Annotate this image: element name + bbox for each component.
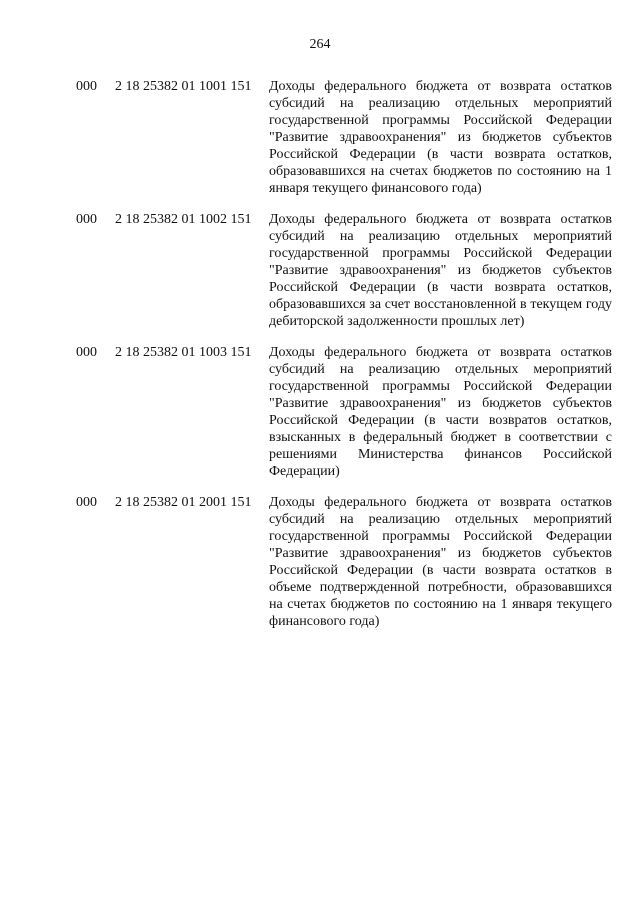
admin-code: 000 (76, 212, 97, 227)
admin-code: 000 (76, 495, 97, 510)
revenue-description: Доходы федерального бюджета от возврата остатков субсидий на реализацию отдельных мероприятий государственной программы Российской Федерации "Развитие здравоохранения" из бюджетов субъектов Российской Федерации (в части возврата остатков в объеме подтвержденной потребности, образовавшихся на счетах бюджетов по состоянию на 1 января текущего финансового года) (269, 495, 612, 629)
admin-code: 000 (76, 345, 97, 360)
revenue-code-entry (76, 211, 612, 330)
page-number: 264 (309, 37, 331, 52)
revenue-code-entry (76, 344, 612, 480)
budget-classification-code: 2 18 25382 01 1003 151 (115, 345, 252, 360)
revenue-description: Доходы федерального бюджета от возврата остатков субсидий на реализацию отдельных мероприятий государственной программы Российской Федерации "Развитие здравоохранения" из бюджетов субъектов Российской Федерации (в части возврата остатков, образовавшихся на счетах бюджетов по состоянию на 1 января текущего финансового года) (269, 79, 612, 196)
revenue-code-entry (76, 494, 612, 630)
budget-classification-code: 2 18 25382 01 2001 151 (115, 495, 252, 510)
revenue-description: Доходы федерального бюджета от возврата остатков субсидий на реализацию отдельных мероприятий государственной программы Российской Федерации "Развитие здравоохранения" из бюджетов субъектов Российской Федерации (в части возвратов остатков, взысканных в федеральный бюджет в соответствии с решениями Министерства финансов Российской Федерации) (269, 345, 612, 479)
revenue-description: Доходы федерального бюджета от возврата остатков субсидий на реализацию отдельных мероприятий государственной программы Российской Федерации "Развитие здравоохранения" из бюджетов субъектов Российской Федерации (в части возврата остатков, образовавшихся за счет восстановленной в текущем году дебиторской задолженности прошлых лет) (269, 212, 612, 329)
budget-classification-code: 2 18 25382 01 1002 151 (115, 212, 252, 227)
budget-classification-code: 2 18 25382 01 1001 151 (115, 79, 252, 94)
revenue-code-entry (76, 78, 612, 197)
revenue-code-list (76, 78, 612, 644)
admin-code: 000 (76, 79, 97, 94)
